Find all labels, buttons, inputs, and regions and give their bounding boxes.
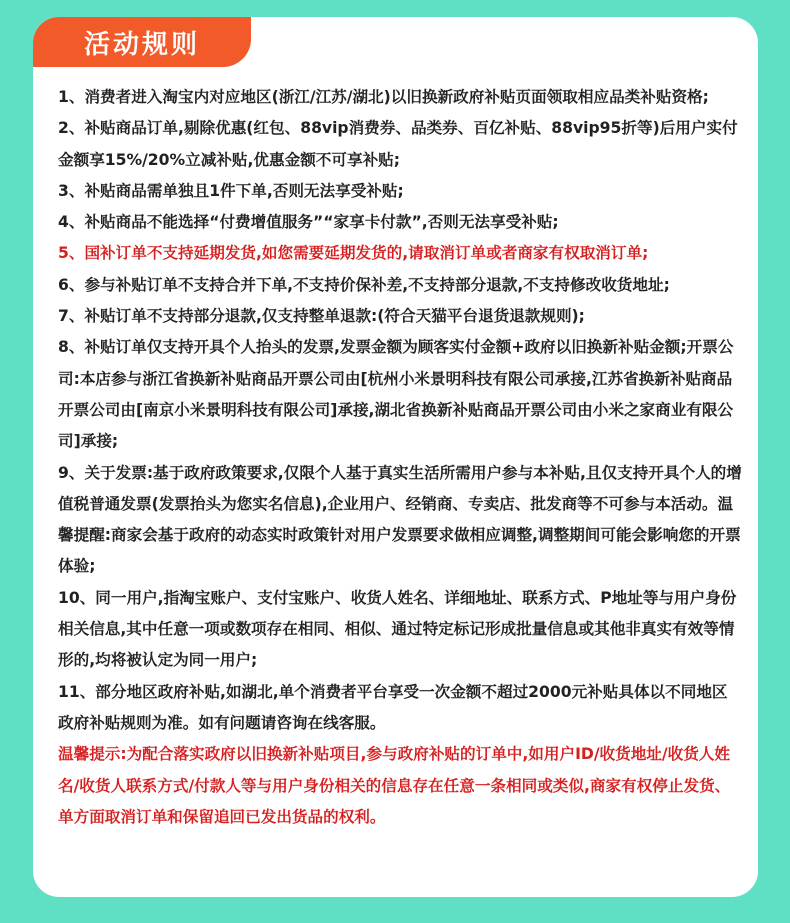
title-tab: [33, 17, 251, 67]
rule-4: 4、补贴商品不能选择“付费增值服务”“家享卡付款”,否则无法享受补贴;: [58, 213, 559, 232]
rules-list: [58, 82, 742, 833]
rule-8: 8、补贴订单仅支持开具个人抬头的发票,发票金额为顾客实付金额+政府以旧换新补贴金额;开票公司:本店参与浙江省换新补贴商品开票公司由[杭州小米景明科技有限公司承接,江苏省换新补贴商品开票公司由[南京小米景明科技有限公司]承接,湖北省换新补贴商品开票公司由小米之家商业有限公司]承接;: [58, 338, 734, 451]
rule-2: 2、补贴商品订单,剔除优惠(红包、88vip消费券、品类券、百亿补贴、88vip95折等)后用户实付金额享15%/20%立减补贴,优惠金额不可享补贴;: [58, 119, 738, 169]
rule-5: 5、国补订单不支持延期发货,如您需要延期发货的,请取消订单或者商家有权取消订单;: [58, 244, 649, 263]
rule-9: 9、关于发票:基于政府政策要求,仅限个人基于真实生活所需用户参与本补贴,且仅支持开具个人的增值税普通发票(发票抬头为您实名信息),企业用户、经销商、专卖店、批发商等不可参与本活动。温馨提醒:商家会基于政府的动态实时政策针对用户发票要求做相应调整,调整期间可能会影响您的开票体验;: [58, 463, 742, 576]
rule-11: 11、部分地区政府补贴,如湖北,单个消费者平台享受一次金额不超过2000元补贴具体以不同地区政府补贴规则为准。如有问题请咨询在线客服。: [58, 682, 728, 732]
rule-3: 3、补贴商品需单独且1件下单,否则无法享受补贴;: [58, 181, 404, 200]
warm-tip: 温馨提示:为配合落实政府以旧换新补贴项目,参与政府补贴的订单中,如用户ID/收货地址/收货人姓名/收货人联系方式/付款人等与用户身份相关的信息存在任意一条相同或类似,商家有权停止发货、单方面取消订单和保留追回已发出货品的权利。: [58, 745, 731, 826]
rule-6: 6、参与补贴订单不支持合并下单,不支持价保补差,不支持部分退款,不支持修改收货地址;: [58, 275, 670, 294]
page-title: 活动规则: [83, 29, 200, 60]
rule-7: 7、补贴订单不支持部分退款,仅支持整单退款:(符合天猫平台退货退款规则);: [58, 307, 585, 326]
rule-1: 1、消费者进入淘宝内对应地区(浙江/江苏/湖北)以旧换新政府补贴页面领取相应品类补贴资格;: [58, 88, 709, 106]
rule-10: 10、同一用户,指淘宝账户、支付宝账户、收货人姓名、详细地址、联系方式、P地址等与用户身份相关信息,其中任意一项或数项存在相同、相似、通过特定标记形成批量信息或其他非真实有效等情形的,均将被认定为同一用户;: [58, 588, 737, 670]
